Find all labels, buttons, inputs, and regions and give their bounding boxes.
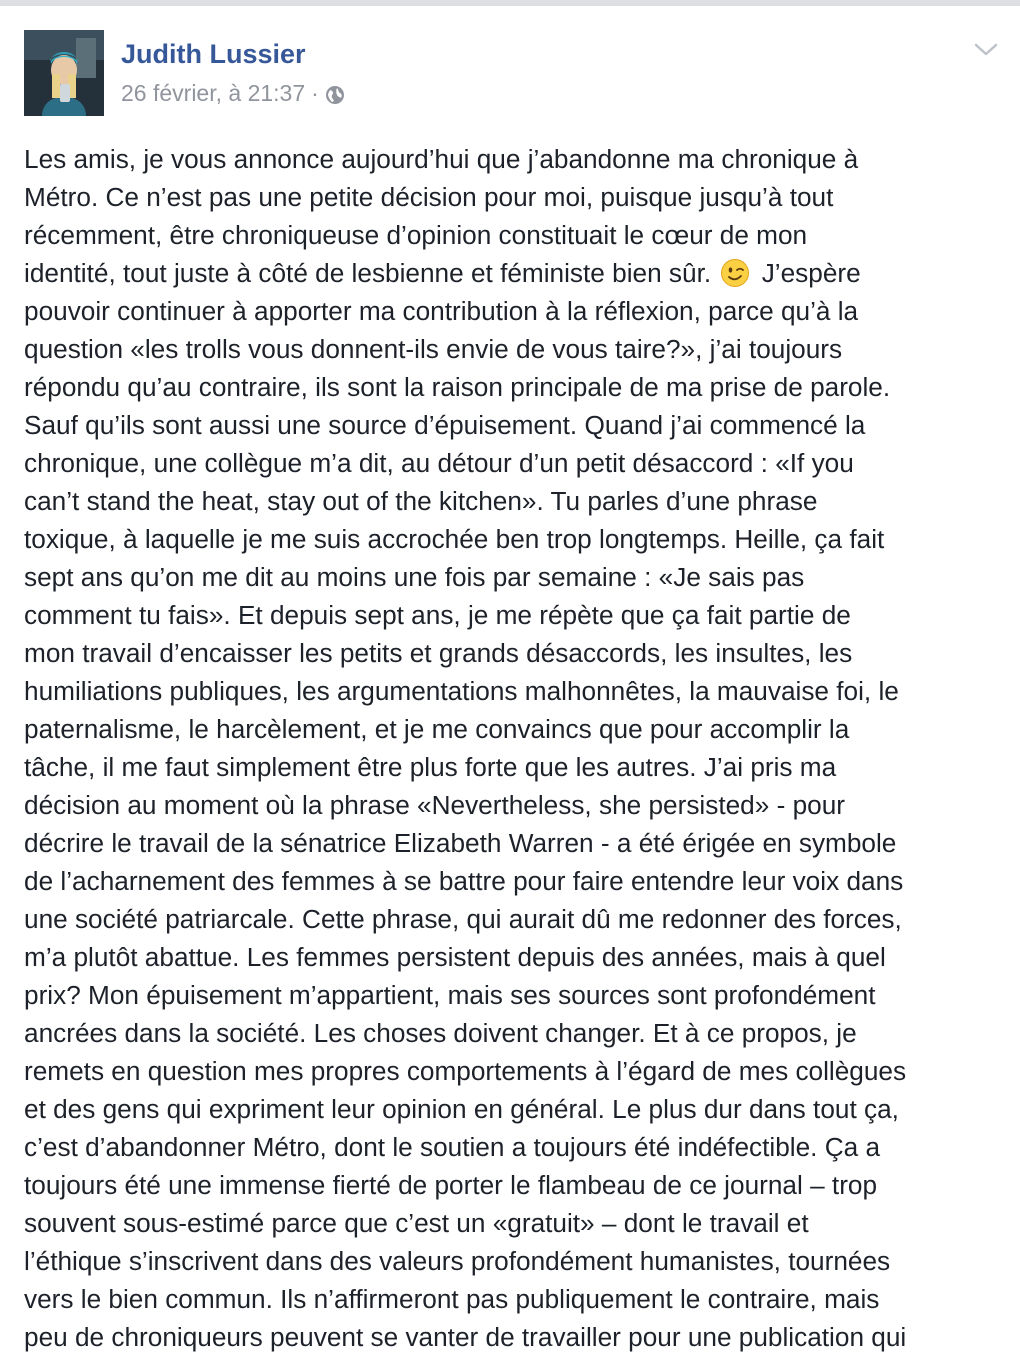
globe-icon[interactable] (325, 84, 345, 104)
post-line: Les amis, je vous annonce aujourd’hui que j’abandonne ma chronique à (24, 144, 859, 174)
post-line: sept ans qu’on me dit au moins une fois par semaine : «Je sais pas (24, 562, 805, 592)
chevron-down-icon[interactable] (974, 42, 998, 58)
post-line: mon travail d’encaisser les petits et grands désaccords, les insultes, les (24, 638, 853, 668)
post-line: c’est d’abandonner Métro, dont le soutien a toujours été indéfectible. Ça a (24, 1132, 881, 1162)
post-body (24, 140, 1009, 1354)
post-line: toxique, à laquelle je me suis accrochée ben trop longtemps. Heille, ça fait (24, 524, 885, 554)
author-name[interactable]: Judith Lussier (121, 39, 306, 69)
wink-emoji-icon (720, 258, 750, 288)
post-line: pouvoir continuer à apporter ma contribution à la réflexion, parce qu’à la (24, 296, 859, 326)
post-line: et des gens qui expriment leur opinion en général. Le plus dur dans tout ça, (24, 1094, 899, 1124)
post-line: m’a plutôt abattue. Les femmes persistent depuis des années, mais à quel (24, 942, 886, 972)
post-line: tâche, il me faut simplement être plus forte que les autres. J’ai pris ma (24, 752, 837, 782)
avatar-image (24, 30, 104, 116)
post-line: de l’acharnement des femmes à se battre pour faire entendre leur voix dans (24, 866, 904, 896)
post-line: répondu qu’au contraire, ils sont la raison principale de ma prise de parole. (24, 372, 891, 402)
post-line: vers le bien commun. Ils n’affirmeront pas publiquement le contraire, mais (24, 1284, 880, 1314)
post-line: comment tu fais». Et depuis sept ans, je me répète que ça fait partie de (24, 600, 851, 630)
post-meta (121, 80, 345, 107)
post-line: toujours été une immense fierté de porter le flambeau de ce journal – trop (24, 1170, 878, 1200)
post-line: une société patriarcale. Cette phrase, qui aurait dû me redonner des forces, (24, 904, 902, 934)
post-line: can’t stand the heat, stay out of the kitchen». Tu parles d’une phrase (24, 486, 818, 516)
post-line: peu de chroniqueurs peuvent se vanter de travailler pour une publication qui (24, 1322, 907, 1352)
avatar[interactable] (24, 30, 104, 116)
post-line: remets en question mes propres comportements à l’égard de mes collègues (24, 1056, 907, 1086)
post-line: décrire le travail de la sénatrice Elizabeth Warren - a été érigée en symbole (24, 828, 897, 858)
post-line: question «les trolls vous donnent-ils envie de vous taire?», j’ai toujours (24, 334, 843, 364)
post-line: humiliations publiques, les argumentations malhonnêtes, la mauvaise foi, le (24, 676, 899, 706)
post-line-with-emoji (24, 254, 1009, 292)
post-line: chronique, une collègue m’a dit, au détour d’un petit désaccord : «If you (24, 448, 854, 478)
post-line: prix? Mon épuisement m’appartient, mais ses sources sont profondément (24, 980, 876, 1010)
post-line: décision au moment où la phrase «Nevertheless, she persisted» - pour (24, 790, 845, 820)
post-line-text: identité, tout juste à côté de lesbienne et féministe bien sûr. (24, 258, 712, 288)
post-line: paternalisme, le harcèlement, et je me convaincs que pour accomplir la (24, 714, 850, 744)
post-line: ancrées dans la société. Les choses doivent changer. Et à ce propos, je (24, 1018, 857, 1048)
post-line: souvent sous-estimé parce que c’est un «gratuit» – dont le travail et (24, 1208, 809, 1238)
post-line-text: J’espère (761, 258, 861, 288)
post-line: récemment, être chroniqueuse d’opinion constituait le cœur de mon (24, 220, 808, 250)
post-timestamp[interactable]: 26 février, à 21:37 (121, 80, 306, 106)
meta-separator: · (311, 80, 319, 106)
post-line: Métro. Ce n’est pas une petite décision pour moi, puisque jusqu’à tout (24, 182, 834, 212)
post-line: l’éthique s’inscrivent dans des valeurs profondément humanistes, tournées (24, 1246, 891, 1276)
post-line: Sauf qu’ils sont aussi une source d’épuisement. Quand j’ai commencé la (24, 410, 866, 440)
